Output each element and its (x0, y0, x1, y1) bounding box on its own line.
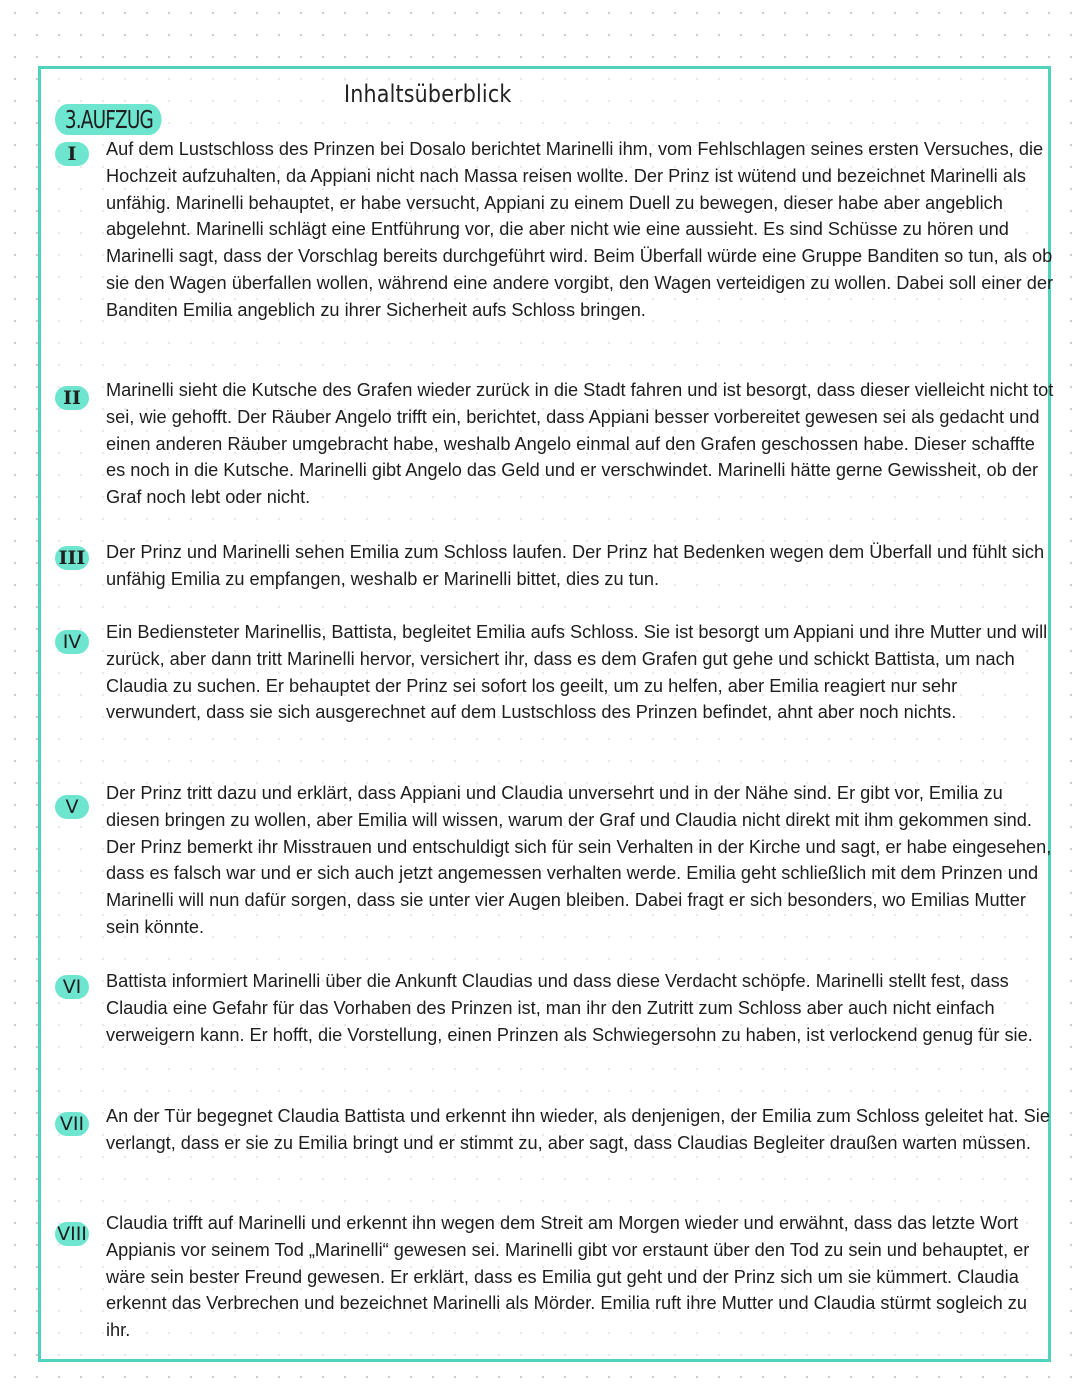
scene-text-6: Battista informiert Marinelli über die Ankunft Claudias und dass diese Verdacht schöpfe. Marinelli stellt fest, dass Claudia eine Gefahr für das Vorhaben des Prinzen ist, man ihr den Zutritt zum Schloss aber auch nicht einfach verweigern kann. Er hofft, die Vorstellung, einen Prinzen als Schwiegersohn zu haben, ist verlockend genug für sie. (106, 971, 1033, 1045)
page-title: Inhaltsüberblick (344, 80, 512, 108)
scene-text-3: Der Prinz und Marinelli sehen Emilia zum Schloss laufen. Der Prinz hat Bedenken wegen dem Überfall und fühlt sich unfähig Emilia zu empfangen, weshalb er Marinelli bittet, dies zu tun. (106, 542, 1045, 589)
scene-numeral-1: I (55, 142, 89, 166)
scene-text-5: Der Prinz tritt dazu und erklärt, dass Appiani und Claudia unversehrt und in der Nähe sind. Er gibt vor, Emilia zu diesen bringen zu wollen, aber Emilia will wissen, warum der Graf und Claudia nicht direkt mit ihm gekommen sind. Der Prinz bemerkt ihr Misstrauen und entschuldigt sich für sein Verhalten in der Kirche und sagt, er habe eingesehen, dass es falsch war und er sich auch jetzt angemessen verhalten werde. Emilia geht schließlich mit dem Prinzen und Marinelli will nun dafür sorgen, dass sie unter vier Augen bleiben. Dabei fragt er sich besonders, wo Emilias Mutter sein könnte. (106, 783, 1052, 937)
scene-numeral-2: II (55, 386, 89, 410)
scene-text-8: Claudia trifft auf Marinelli und erkennt ihn wegen dem Streit am Morgen wieder und erwähnt, dass das letzte Wort Appianis vor seinem Tod „Marinelli“ gewesen sei. Marinelli gibt vor erstaunt über den Tod zu sein und behauptet, er wäre sein bester Freund gewesen. Er erklärt, dass es Emilia gut geht und der Prinz sich um sie kümmert. Claudia erkennt das Verbrechen und bezeichnet Marinelli als Mörder. Emilia ruft ihre Mutter und Claudia stürmt sogleich zu ihr. (106, 1213, 1030, 1341)
scene-numeral-7: VII (55, 1112, 89, 1136)
scene-numeral-8: VIII (55, 1222, 89, 1246)
act-badge: 3.AUFZUG (55, 104, 161, 135)
scene-text-2: Marinelli sieht die Kutsche des Grafen wieder zurück in die Stadt fahren und ist besorgt, dass dieser vielleicht nicht tot sei, wie gehofft. Der Räuber Angelo trifft ein, berichtet, dass Appiani besser vorbereitet gewesen sei als gedacht und einen anderen Räuber umgebracht habe, weshalb Angelo einmal auf den Grafen geschossen habe. Dieser schaffte es noch in die Kutsche. Marinelli gibt Angelo das Geld und er verschwindet. Marinelli hätte gerne Gewissheit, ob der Graf noch lebt oder nicht. (106, 380, 1054, 508)
scene-text-7: An der Tür begegnet Claudia Battista und erkennt ihn wieder, als denjenigen, der Emilia zum Schloss geleitet hat. Sie verlangt, dass er sie zu Emilia bringt und er stimmt zu, aber sagt, dass Claudias Begleiter draußen warten müssen. (106, 1106, 1050, 1153)
scene-numeral-5: V (55, 795, 89, 819)
scene-text-4: Ein Bediensteter Marinellis, Battista, begleitet Emilia aufs Schloss. Sie ist besorgt um Appiani und ihre Mutter und will zurück, aber dann tritt Marinelli hervor, versichert ihr, dass es dem Grafen gut gehe und schickt Battista, um nach Claudia zu suchen. Er behauptet der Prinz sei sofort los geeilt, um zu helfen, aber Emilia reagiert nur sehr verwundert, dass sie sich ausgerechnet auf dem Lustschloss des Prinzen befindet, ahnt aber noch nichts. (106, 622, 1048, 723)
scene-text-1: Auf dem Lustschloss des Prinzen bei Dosalo berichtet Marinelli ihm, vom Fehlschlagen seines ersten Versuches, die Hochzeit aufzuhalten, da Appiani nicht nach Massa reisen wollte. Der Prinz ist wütend und bezeichnet Marinelli als unfähig. Marinelli behauptet, er habe versucht, Appiani zu einem Duell zu bewegen, dieser habe aber angeblich abgelehnt. Marinelli schlägt eine Entführung vor, die aber nicht wie eine aussieht. Es sind Schüsse zu hören und Marinelli sagt, dass der Vorschlag bereits durchgeführt wird. Beim Überfall würde eine Gruppe Banditen so tun, als ob sie den Wagen überfallen wollen, während eine andere vorgibt, den Wagen verteidigen zu wollen. Dabei soll einer der Banditen Emilia angeblich zu ihrer Sicherheit aufs Schloss bringen. (106, 139, 1054, 320)
scene-numeral-4: IV (55, 630, 89, 654)
scene-numeral-6: VI (55, 975, 89, 999)
scene-numeral-3: III (55, 546, 89, 570)
